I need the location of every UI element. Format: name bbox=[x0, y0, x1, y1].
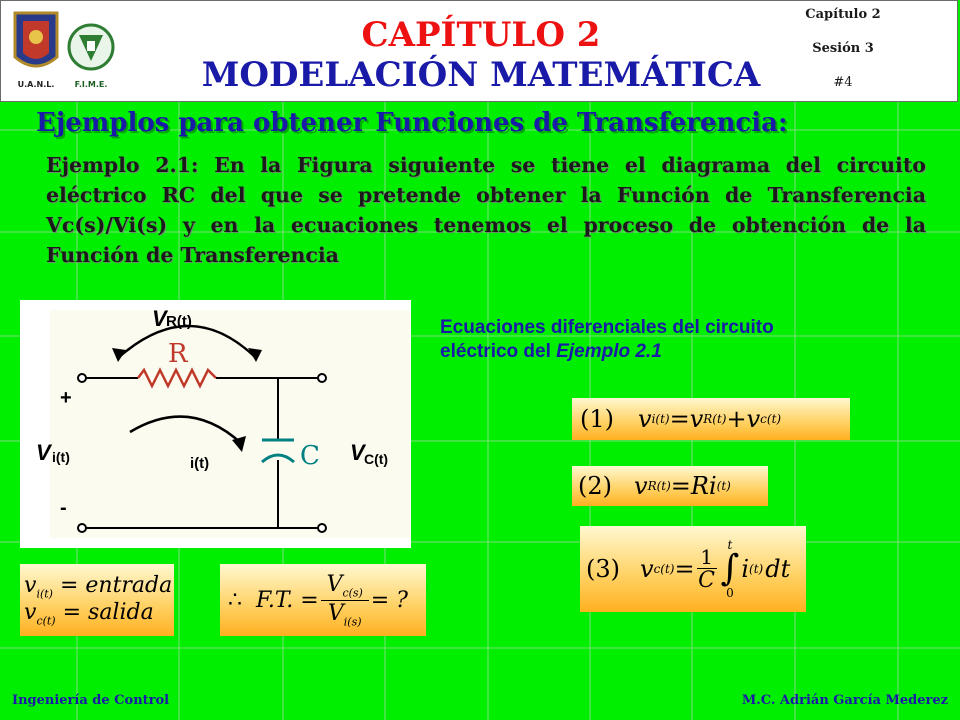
current-label: i(t) bbox=[190, 455, 210, 472]
chapter-label: Capítulo 2 bbox=[805, 7, 881, 22]
transfer-function-question: ∴ F.T. = $V_{c(s)}$ $V_{i(s)}$ = ? bbox=[220, 564, 426, 636]
terminal-bottom-right bbox=[318, 524, 326, 532]
vi-label-main: V bbox=[36, 440, 51, 465]
section-heading: Ejemplos para obtener Funciones de Transferencia: bbox=[36, 108, 788, 138]
equations-caption bbox=[440, 316, 920, 364]
equations-caption-line2: eléctrico del Ejemplo 2.1 bbox=[440, 341, 662, 362]
terminal-top-left bbox=[78, 374, 86, 382]
io-definitions: $v_{i(t)}$ = entrada $v_{c(t)}$ = salida bbox=[20, 564, 174, 636]
equation-2: (2) v R(t) = Ri (t) bbox=[572, 466, 768, 506]
vc-label-main: V bbox=[350, 440, 365, 465]
fime-logo-caption: F.I.M.E. bbox=[74, 80, 108, 89]
rc-circuit-svg bbox=[20, 300, 411, 548]
vc-label-sub: C(t) bbox=[364, 451, 389, 467]
resistor-label: R bbox=[168, 339, 188, 369]
footer-author: M.C. Adrián García Mederez bbox=[741, 693, 948, 708]
capacitor-label: C bbox=[300, 441, 320, 471]
plus-sign: + bbox=[60, 387, 72, 409]
minus-sign: - bbox=[60, 497, 67, 519]
uanl-logo-caption: U.A.N.L. bbox=[17, 80, 55, 89]
session-label: Sesión 3 bbox=[812, 41, 874, 56]
terminal-top-right bbox=[318, 374, 326, 382]
terminal-bottom-left bbox=[78, 524, 86, 532]
equation-3: (3) v c(t) = 1 C t ∫ 0 i (t) dt bbox=[580, 526, 806, 612]
example-label: Ejemplo 2.1: bbox=[46, 153, 199, 177]
header-banner bbox=[0, 0, 958, 102]
slide-number: #4 bbox=[833, 75, 853, 90]
vr-label-main: V bbox=[152, 306, 167, 331]
vi-label-sub: i(t) bbox=[52, 449, 70, 465]
equation-1: (1) v i(t) = v R(t) + v c(t) bbox=[572, 398, 850, 440]
example-paragraph bbox=[46, 150, 926, 270]
chapter-subtitle: MODELACIÓN MATEMÁTICA bbox=[201, 55, 761, 95]
equations-caption-line1: Ecuaciones diferenciales del circuito bbox=[440, 317, 774, 338]
footer-course: Ingeniería de Control bbox=[12, 693, 170, 708]
vr-label-sub: R(t) bbox=[166, 313, 192, 330]
chapter-title: CAPÍTULO 2 bbox=[361, 15, 601, 55]
rc-circuit-diagram bbox=[20, 300, 411, 548]
example-text: En la Figura siguiente se tiene el diagrama del circuito eléctrico RC del que se pretende obtener la Función de Transferencia Vc(s)/Vi(s) y en la ecuaciones tenemos el proceso de obtención de la Función de Transferencia bbox=[46, 153, 926, 267]
